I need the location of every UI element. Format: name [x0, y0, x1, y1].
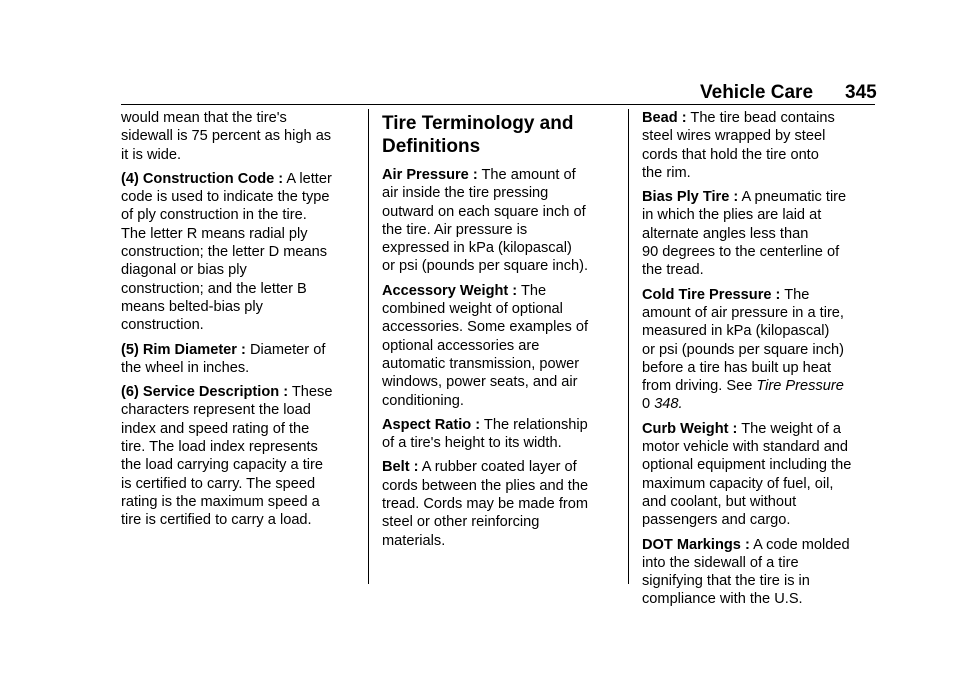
section-title: Tire Terminology and Definitions: [382, 113, 574, 157]
definition-line: construction; and the letter B: [121, 280, 307, 297]
definition-text: The relationship: [483, 416, 588, 433]
definition-line: of ply construction in the tire.: [121, 207, 307, 224]
definition-text: The amount of: [481, 167, 576, 183]
definition-line: is certified to carry. The speed: [121, 475, 316, 492]
term-label: Accessory Weight :: [382, 282, 518, 299]
definition-line: signifying that the tire is in: [642, 573, 810, 590]
intro-line: it is wide.: [121, 146, 182, 163]
term-label: (4) Construction Code :: [121, 170, 284, 187]
definition-curb-weight: [642, 420, 882, 530]
definition-text: The weight of a: [741, 420, 841, 437]
definition-line: steel or other reinforcing: [382, 514, 540, 531]
definition-line: construction.: [121, 317, 204, 334]
page-number: 345: [845, 82, 877, 103]
definition-line: diagonal or bias ply: [121, 262, 247, 279]
definition-line: construction; the letter D means: [121, 244, 328, 261]
definition-line: the rim.: [642, 164, 691, 181]
definition-line: code is used to indicate the type: [121, 189, 330, 206]
definition-line: the tire. Air pressure is: [382, 221, 528, 238]
definition-line: into the sidewall of a tire: [642, 554, 799, 571]
definition-text: These: [291, 384, 333, 401]
cross-reference-link[interactable]: Tire Pressure: [756, 378, 844, 395]
column-divider-1: [368, 109, 369, 584]
definition-line: windows, power seats, and air: [382, 374, 578, 391]
definition-line: outward on each square inch of: [382, 203, 586, 220]
definition-line: 90 degrees to the centerline of: [642, 244, 840, 261]
definition-line: compliance with the U.S.: [642, 591, 803, 608]
definition-rim-diameter: [121, 341, 361, 378]
definition-text: The tire bead contains: [690, 110, 835, 126]
intro-line: sidewall is 75 percent as high as: [121, 128, 332, 145]
definition-line: the tread.: [642, 262, 704, 279]
term-label: Bias Ply Tire :: [642, 189, 739, 206]
term-label: Air Pressure :: [382, 167, 478, 183]
definition-line: accessories. Some examples of: [382, 319, 589, 336]
term-label: Aspect Ratio :: [382, 416, 481, 433]
definition-line: maximum capacity of fuel, oil,: [642, 475, 834, 492]
definition-line: from driving. See: [642, 378, 753, 395]
definition-text: A letter: [286, 170, 332, 187]
term-label: DOT Markings :: [642, 536, 750, 553]
definition-line: of a tire's height to its width.: [382, 435, 562, 452]
column-1: [121, 109, 361, 536]
page-ref-period: .: [678, 396, 683, 413]
definition-line: combined weight of optional: [382, 301, 563, 318]
definition-line: The letter R means radial ply: [121, 225, 308, 242]
definition-line: rating is the maximum speed a: [121, 493, 320, 510]
definition-text: A code molded: [753, 536, 850, 553]
definition-line: tire. The load index represents: [121, 439, 318, 456]
definition-line: characters represent the load: [121, 402, 311, 419]
page-header-section: Vehicle Care: [700, 82, 814, 103]
definition-accessory-weight: [382, 282, 622, 410]
definition-line: means belted-bias ply: [121, 298, 263, 315]
term-label: Bead :: [642, 110, 687, 126]
definition-cold-tire-pressure: [642, 286, 882, 414]
intro-paragraph: [121, 109, 361, 164]
definition-air-pressure: [382, 166, 622, 276]
definition-service-description: [121, 383, 361, 529]
page-ref-number[interactable]: 348: [654, 396, 679, 413]
definition-line: or psi (pounds per square inch): [642, 341, 844, 358]
definition-line: automatic transmission, power: [382, 355, 580, 372]
definition-line: optional equipment including the: [642, 457, 852, 474]
definition-text: Diameter of: [249, 341, 326, 358]
definition-line: tire is certified to carry a load.: [121, 512, 312, 529]
column-2: [382, 109, 622, 556]
definition-line: expressed in kPa (kilopascal): [382, 240, 572, 257]
definition-belt: [382, 458, 622, 549]
term-label: Cold Tire Pressure :: [642, 286, 781, 303]
definition-line: cords that hold the tire onto: [642, 146, 819, 163]
header-rule: [121, 104, 875, 105]
definition-text: A rubber coated layer of: [421, 459, 577, 476]
definition-text: The: [784, 286, 810, 303]
definition-line: the load carrying capacity a tire: [121, 457, 323, 474]
definition-line: amount of air pressure in a tire,: [642, 304, 844, 321]
definition-line: steel wires wrapped by steel: [642, 128, 826, 145]
term-label: Belt :: [382, 459, 419, 476]
definition-line: index and speed rating of the: [121, 420, 310, 437]
definition-line: the wheel in inches.: [121, 359, 250, 376]
definition-line: and coolant, but without: [642, 493, 797, 510]
intro-line: would mean that the tire's: [121, 110, 287, 126]
definition-line: or psi (pounds per square inch).: [382, 258, 589, 275]
definition-line: measured in kPa (kilopascal): [642, 323, 830, 340]
definition-text: A pneumatic tire: [741, 189, 847, 206]
definition-aspect-ratio: [382, 416, 622, 453]
definition-line: air inside the tire pressing: [382, 185, 549, 202]
definition-line: materials.: [382, 532, 446, 549]
definition-line: motor vehicle with standard and: [642, 439, 849, 456]
term-label: Curb Weight :: [642, 420, 738, 437]
column-divider-2: [628, 109, 629, 584]
definition-line: conditioning.: [382, 392, 464, 409]
definition-line: before a tire has built up heat: [642, 359, 832, 376]
definition-line: cords between the plies and the: [382, 477, 589, 494]
page-ref-icon: 0: [642, 396, 651, 413]
definition-bias-ply-tire: [642, 188, 882, 279]
definition-text: The: [520, 282, 547, 299]
term-label: (5) Rim Diameter :: [121, 341, 246, 358]
definition-line: in which the plies are laid at: [642, 207, 822, 224]
column-3: [642, 109, 882, 615]
definition-line: alternate angles less than: [642, 225, 809, 242]
definition-dot-markings: [642, 536, 882, 609]
term-label: (6) Service Description :: [121, 384, 289, 401]
definition-line: optional accessories are: [382, 337, 540, 354]
definition-bead: [642, 109, 882, 182]
definition-line: passengers and cargo.: [642, 512, 791, 529]
definition-line: tread. Cords may be made from: [382, 496, 589, 513]
definition-construction-code: [121, 170, 361, 335]
